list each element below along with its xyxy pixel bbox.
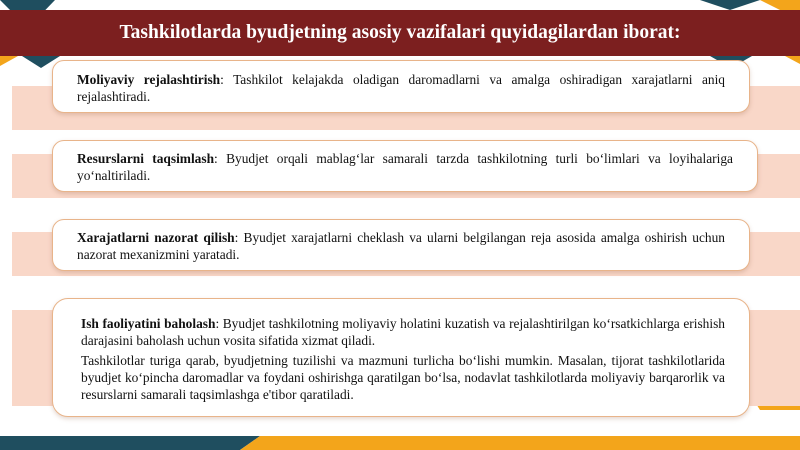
- card-text: : Byudjet orqali mablag‘lar samarali tarzda tashkilotning turli bo‘limlari va loyihalariga yo‘naltiriladi.: [77, 151, 733, 183]
- card-financial-planning: [52, 60, 750, 113]
- card-term: Xarajatlarni nazorat qilish: [77, 230, 235, 245]
- card-text: : Tashkilot kelajakda oladigan daromadlarni va amalga oshiradigan xarajatlarni aniq rejalashtiradi.: [77, 72, 726, 104]
- card-term: Ish faoliyatini baholash: [81, 316, 216, 331]
- card-term: Moliyaviy rejalashtirish: [77, 72, 221, 87]
- card-text: : Byudjet xarajatlarni cheklash va ularni belgilangan reja asosida amalga oshirish uchun nazorat mexanizmini yaratadi.: [77, 230, 725, 262]
- card-performance-evaluation: [52, 298, 750, 417]
- corner-decoration-bottom-left: [0, 430, 700, 450]
- card-term: Resurslarni taqsimlash: [77, 151, 215, 166]
- page-title: Tashkilotlarda byudjetning asosiy vazifalari quyidagilardan iborat:: [119, 22, 681, 43]
- card-resource-allocation: [52, 140, 758, 192]
- card-extra-text: Tashkilotlar turiga qarab, byudjetning tuzilishi va mazmuni turlicha bo‘lishi mumkin. Masalan, tijorat tashkilotlarida byudjet ko‘pincha daromadlar va foydani oshirishga qaratilgan bo‘lsa, nodavlat tashkilotlarda moliyaviy barqarorlik va resurslarni samarali taqsimlashga e'tibor qaratiladi.: [81, 353, 725, 402]
- card-text: : Byudjet tashkilotning moliyaviy holatini kuzatish va rejalashtirilgan ko‘rsatkichlarga erishish darajasini baholash uchun vosita sifatida xizmat qiladi.: [81, 316, 725, 348]
- card-expense-control: [52, 219, 750, 271]
- header-bar: [0, 10, 800, 56]
